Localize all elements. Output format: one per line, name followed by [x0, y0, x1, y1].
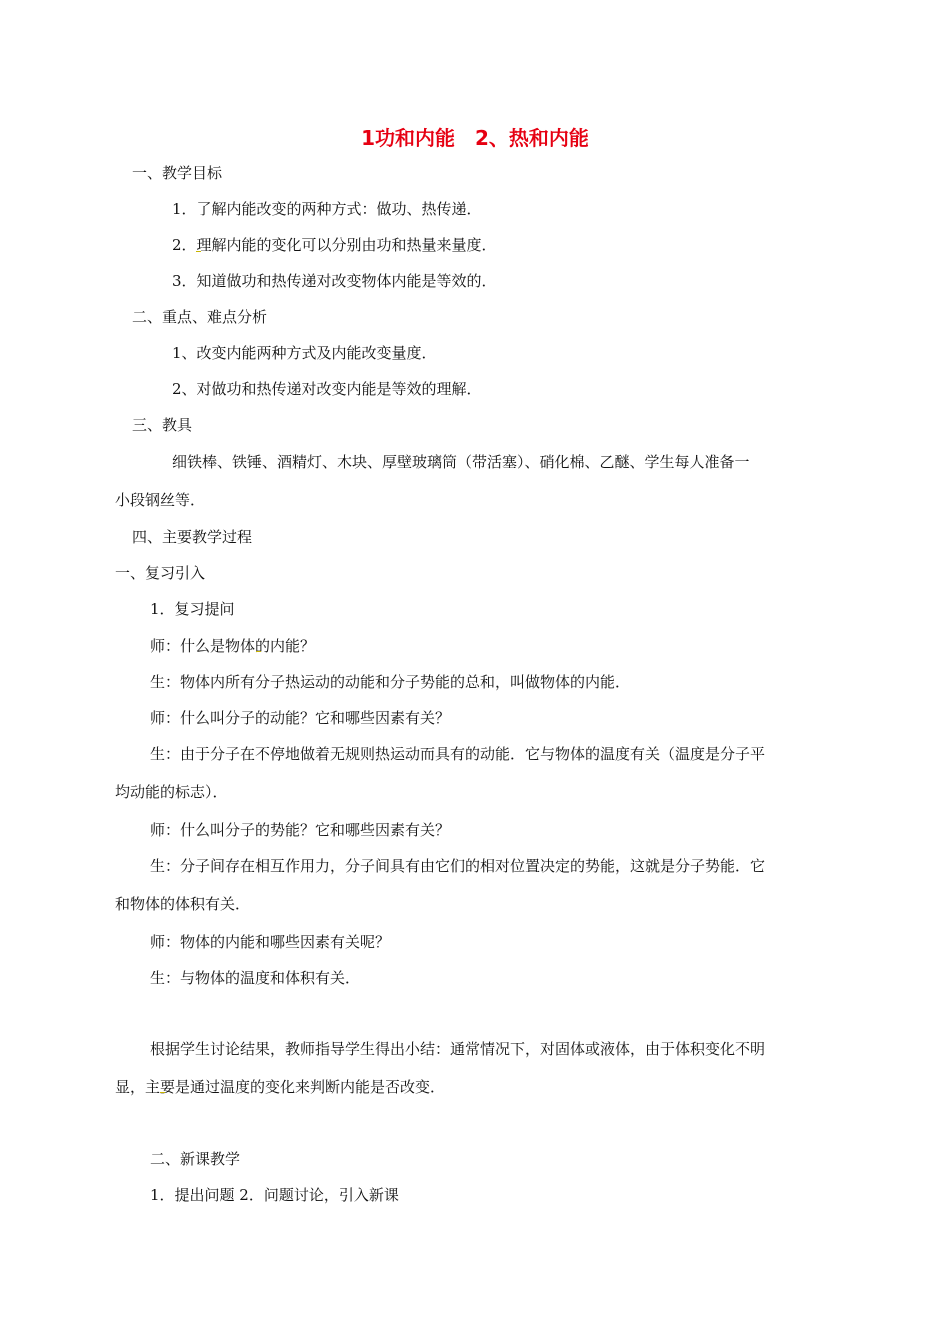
document-title: 1功和内能 2、热和内能 [361, 126, 589, 150]
student-answer-2-line-2: 均动能的标志）． [115, 783, 228, 801]
objective-item-1: 1．了解内能改变的两种方式：做功、热传递． [172, 200, 482, 218]
objective-item-2: 2．理解内能的变化可以分别由功和热量来量度． [172, 236, 497, 254]
key-point-item-1: 1、改变内能两种方式及内能改变量度． [172, 344, 437, 362]
objective-item-3: 3．知道做功和热传递对改变物体内能是等效的． [172, 272, 497, 290]
summary-line-2: 显，主要是通过温度的变化来判断内能是否改变． [115, 1078, 446, 1096]
teacher-question-4: 师：物体的内能和哪些因素有关呢？ [150, 933, 391, 951]
equipment-line-1: 细铁棒、铁锤、酒精灯、木块、厚壁玻璃筒（带活塞）、硝化棉、乙醚、学生每人准备一 [172, 453, 750, 471]
student-answer-2-line-1: 生：由于分子在不停地做着无规则热运动而具有的动能．它与物体的温度有关（温度是分子平 [150, 745, 766, 763]
section-heading-key-points: 二、重点、难点分析 [132, 308, 268, 326]
teacher-question-1: 师：什么是物体的内能？ [150, 637, 316, 655]
proofreading-mark [256, 648, 261, 652]
student-answer-3-line-2: 和物体的体积有关． [115, 895, 251, 913]
summary-line-1: 根据学生讨论结果，教师指导学生得出小结：通常情况下，对固体或液体，由于体积变化不明 [150, 1040, 766, 1058]
equipment-line-2: 小段钢丝等． [115, 491, 206, 509]
review-subheading: 1．复习提问 [150, 600, 235, 618]
student-answer-3-line-1: 生：分子间存在相互作用力，分子间具有由它们的相对位置决定的势能，这就是分子势能．它 [150, 857, 766, 875]
proofreading-mark [196, 248, 201, 252]
section-heading-process: 四、主要教学过程 [132, 528, 253, 546]
teacher-question-3: 师：什么叫分子的势能？它和哪些因素有关？ [150, 821, 451, 839]
section-heading-equipment: 三、教具 [132, 416, 193, 434]
subsection-heading-new-lesson: 二、新课教学 [150, 1150, 241, 1168]
section-heading-objectives: 一、教学目标 [132, 164, 223, 182]
teacher-question-2: 师：什么叫分子的动能？它和哪些因素有关？ [150, 709, 451, 727]
subsection-heading-review: 一、复习引入 [115, 564, 206, 582]
student-answer-4: 生：与物体的温度和体积有关． [150, 969, 361, 987]
student-answer-1: 生：物体内所有分子热运动的动能和分子势能的总和，叫做物体的内能． [150, 673, 631, 691]
new-lesson-item: 1．提出问题 2．问题讨论，引入新课 [150, 1186, 399, 1204]
key-point-item-2: 2、对做功和热传递对改变内能是等效的理解． [172, 380, 482, 398]
proofreading-mark [160, 1089, 165, 1093]
